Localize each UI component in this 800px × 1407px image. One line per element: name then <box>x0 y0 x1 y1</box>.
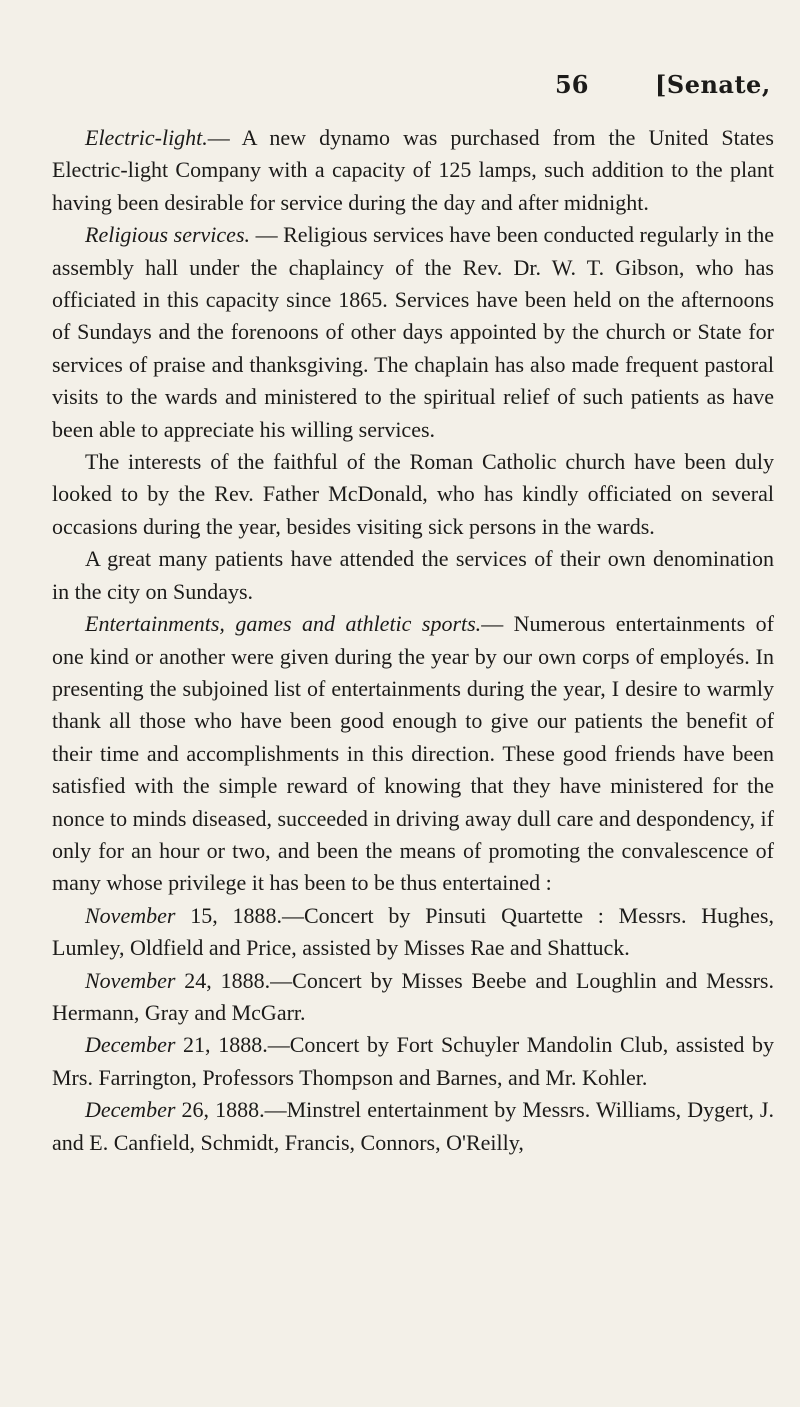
entry-month: November <box>85 967 176 993</box>
entry-december-21 <box>52 1029 774 1094</box>
paragraph-religious-services <box>52 219 774 446</box>
entry-month: December <box>85 1097 176 1123</box>
run-in-heading: Electric-light. <box>85 125 208 150</box>
paragraph-text: — A new dynamo was purchased from the United States Electric-light Company with a capacity of 125 lamps, such addition to the plant having been desirable for service during the day and after midnight. <box>52 125 774 215</box>
paragraph-electric-light <box>52 122 774 219</box>
page-header <box>0 70 800 110</box>
paragraph-entertainments <box>52 608 774 900</box>
running-head: [Senate, <box>655 70 771 99</box>
entry-december-26 <box>52 1094 774 1159</box>
entry-text: 26, 1888.—Minstrel entertainment by Messrs. Williams, Dygert, J. and E. Canfield, Schmidt, Francis, Connors, O'Reilly, <box>52 1097 774 1155</box>
body-text <box>52 122 774 1159</box>
entry-month: November <box>85 902 176 928</box>
entry-november-24 <box>52 965 774 1030</box>
entry-november-15 <box>52 900 774 965</box>
paragraph-text: A great many patients have attended the services of their own denomination in the city on Sundays. <box>52 546 774 604</box>
entry-text: 21, 1888.—Concert by Fort Schuyler Mandolin Club, assisted by Mrs. Farrington, Professors Thompson and Barnes, and Mr. Kohler. <box>52 1032 774 1090</box>
paragraph-text: — Numerous entertainments of one kind or another were given during the year by our own corps of employés. In presenting the subjoined list of entertainments during the year, I desire to warmly thank all those who have been good enough to give our patients the benefit of their time and accomplishments in this direction. These good friends have been satisfied with the simple reward of knowing that they have ministered for the nonce to minds diseased, succeeded in driving away dull care and despondency, if only for an hour or two, and been the means of promoting the convalescence of many whose privilege it has been to be thus entertained : <box>52 611 774 896</box>
page-number: 56 <box>555 70 589 99</box>
paragraph-catholic-services <box>52 446 774 543</box>
paragraph-text: — Religious services have been conducted regularly in the assembly hall under the chaplaincy of the Rev. Dr. W. T. Gibson, who has officiated in this capacity since 1865. Services have been held on the afternoons of Sundays and the forenoons of other days appointed by the church or State for services of praise and thanksgiving. The chaplain has also made frequent pastoral visits to the wards and ministered to the spiritual relief of such patients as have been able to appreciate his willing services. <box>52 222 774 442</box>
run-in-heading: Religious services. <box>85 222 251 248</box>
paragraph-text: The interests of the faithful of the Roman Catholic church have been duly looked to by the Rev. Father McDonald, who has kindly officiated on several occasions during the year, besides visiting sick persons in the wards. <box>52 449 774 539</box>
entry-text: 15, 1888.—Concert by Pinsuti Quartette : Messrs. Hughes, Lumley, Oldfield and Price, assisted by Misses Rae and Shattuck. <box>52 902 774 961</box>
entry-text: 24, 1888.—Concert by Misses Beebe and Loughlin and Messrs. Hermann, Gray and McGarr. <box>52 967 774 1025</box>
run-in-heading: Entertainments, games and athletic sports. <box>85 611 482 637</box>
entry-month: December <box>85 1032 176 1058</box>
paragraph-city-services <box>52 543 774 608</box>
